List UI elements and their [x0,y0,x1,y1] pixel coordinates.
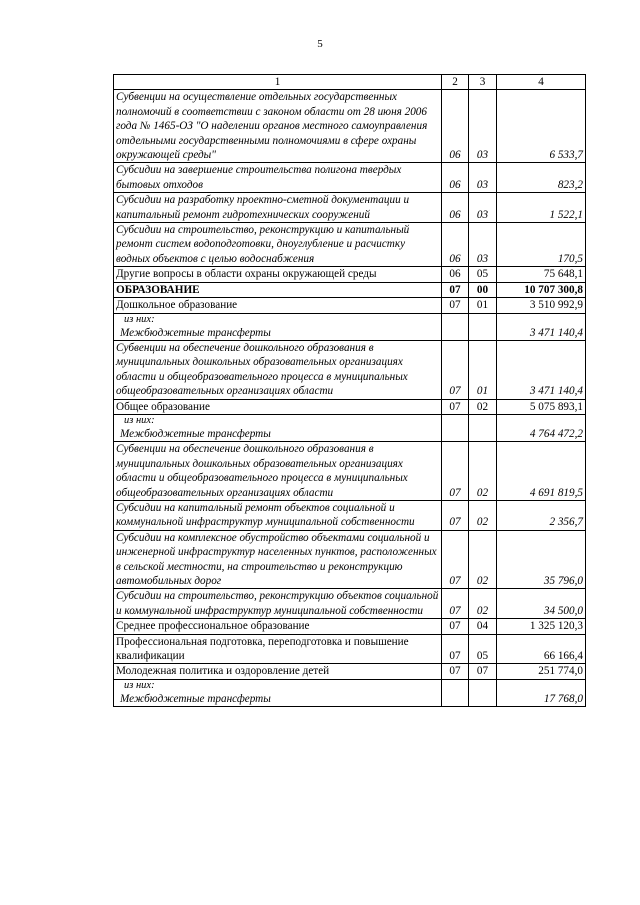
row-text: Дошкольное образование [116,299,238,312]
row-description [114,589,442,619]
row-subsection: 02 [469,530,497,589]
page-number: 5 [317,38,323,50]
row-section: 07 [442,282,469,297]
row-description [114,267,442,282]
row-amount: 3 471 140,4 [497,313,586,340]
table-row [114,619,586,634]
row-description [114,414,442,441]
row-amount: 66 166,4 [497,634,586,664]
table-row [114,399,586,414]
table-row [114,340,586,399]
row-section: 06 [442,267,469,282]
row-text: Другие вопросы в области охраны окружающей среды [116,268,377,281]
row-amount: 251 774,0 [497,664,586,679]
row-description [114,340,442,399]
row-description [114,193,442,223]
row-text: Среднее профессиональное образование [116,620,310,633]
row-amount: 17 768,0 [497,679,586,706]
table-row [114,530,586,589]
row-amount: 4 691 819,5 [497,442,586,501]
row-subsection: 02 [469,500,497,530]
row-subsection [469,679,497,706]
row-subsection: 07 [469,664,497,679]
row-sublabel: из них: [124,414,155,426]
row-text: Молодежная политика и оздоровление детей [116,665,330,678]
table-row [114,500,586,530]
row-amount: 2 356,7 [497,500,586,530]
row-amount: 35 796,0 [497,530,586,589]
row-text: Профессиональная подготовка, переподготовка и повышение квалификации [116,635,409,663]
row-section: 06 [442,193,469,223]
row-description [114,442,442,501]
row-text: Межбюджетные трансферты [120,427,271,440]
row-amount: 5 075 893,1 [497,399,586,414]
row-section [442,414,469,441]
row-subsection: 02 [469,399,497,414]
table-row [114,414,586,441]
row-description [114,223,442,267]
row-section: 07 [442,442,469,501]
row-section: 07 [442,340,469,399]
header-col-2: 2 [442,75,469,90]
row-section: 07 [442,298,469,313]
row-section [442,679,469,706]
row-amount: 1 522,1 [497,193,586,223]
row-amount: 1 325 120,3 [497,619,586,634]
row-amount: 75 648,1 [497,267,586,282]
row-amount: 823,2 [497,163,586,193]
table-header-row [114,75,586,90]
row-subsection: 03 [469,90,497,163]
row-subsection: 00 [469,282,497,297]
row-text: Субсидии на завершение строительства полигона твердых бытовых отходов [116,164,402,191]
table-row [114,634,586,664]
row-section: 06 [442,223,469,267]
row-text: Субсидии на комплексное обустройство объектами социальной и инженерной инфраструктур населенных пунктов, расположенных в сельской местности, на строительство и реконструкцию автомобильных дорог [116,531,437,587]
row-description [114,530,442,589]
row-subsection: 03 [469,223,497,267]
row-text: ОБРАЗОВАНИЕ [116,283,200,296]
row-description [114,163,442,193]
row-section: 07 [442,399,469,414]
row-subsection: 01 [469,340,497,399]
table-row [114,298,586,313]
row-amount: 10 707 300,8 [497,282,586,297]
table-row [114,589,586,619]
table-row [114,679,586,706]
row-subsection: 03 [469,163,497,193]
table-row [114,313,586,340]
row-text: Межбюджетные трансферты [120,326,271,339]
header-col-1: 1 [114,75,442,90]
row-section: 07 [442,619,469,634]
budget-table [113,74,586,707]
row-text: Субвенции на обеспечение дошкольного образования в муниципальных дошкольных образовательных организациях области и общеобразовательного процесса в муниципальных общеобразовательных организациях области [116,443,408,499]
row-subsection: 05 [469,267,497,282]
row-text: Межбюджетные трансферты [120,692,271,705]
row-section: 06 [442,90,469,163]
table-row [114,282,586,297]
table-row [114,90,586,163]
table-row [114,442,586,501]
row-description [114,282,442,297]
row-subsection: 02 [469,589,497,619]
row-description [114,664,442,679]
row-description [114,399,442,414]
row-section [442,313,469,340]
table-row [114,163,586,193]
row-text: Общее образование [116,400,210,413]
row-subsection: 02 [469,442,497,501]
row-text: Субвенции на обеспечение дошкольного образования в муниципальных дошкольных образовательных организациях области и общеобразовательного процесса в муниципальных общеобразовательных организациях области [116,341,408,398]
row-text: Субсидии на капитальный ремонт объектов социальной и коммунальной инфраструктур муниципальной собственности [116,501,415,529]
table-row [114,223,586,267]
row-text: Субсидии на разработку проектно-сметной документации и капитальный ремонт гидротехнических сооружений [116,194,410,221]
row-section: 07 [442,500,469,530]
table-row [114,193,586,223]
row-amount: 170,5 [497,223,586,267]
row-subsection [469,414,497,441]
row-subsection [469,313,497,340]
row-amount: 3 510 992,9 [497,298,586,313]
row-amount: 4 764 472,2 [497,414,586,441]
row-subsection: 05 [469,634,497,664]
row-amount: 6 533,7 [497,90,586,163]
row-sublabel: из них: [124,679,155,691]
row-description [114,90,442,163]
table-row [114,267,586,282]
row-amount: 3 471 140,4 [497,340,586,399]
row-description [114,619,442,634]
row-amount: 34 500,0 [497,589,586,619]
row-description [114,634,442,664]
row-text: Субсидии на строительство, реконструкцию объектов социальной и коммунальной инфраструктур муниципальной собственности [116,590,439,617]
row-text: Субсидии на строительство, реконструкцию и капитальный ремонт систем водоподготовки, дноуглубление и расчистку водных объектов с целью водоснабжения [116,224,410,265]
row-subsection: 01 [469,298,497,313]
row-section: 07 [442,530,469,589]
row-description [114,679,442,706]
row-description [114,500,442,530]
row-section: 06 [442,163,469,193]
row-text: Субвенции на осуществление отдельных государственных полномочий в соответствии с законом области от 28 июня 2006 года № 1465-ОЗ "О наделении органов местного самоуправления отдельными государственными полномочиями в сфере охраны окружающей среды" [116,91,428,162]
table-row [114,664,586,679]
row-description [114,298,442,313]
header-col-3: 3 [469,75,497,90]
row-section: 07 [442,589,469,619]
row-subsection: 04 [469,619,497,634]
row-sublabel: из них: [124,313,155,325]
row-description [114,313,442,340]
header-col-4: 4 [497,75,586,90]
row-section: 07 [442,634,469,664]
row-section: 07 [442,664,469,679]
row-subsection: 03 [469,193,497,223]
